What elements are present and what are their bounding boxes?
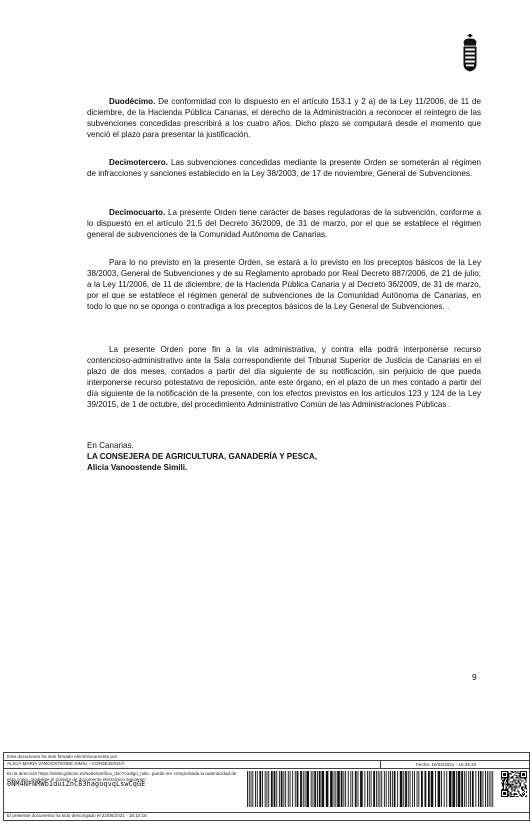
electronic-signature-footer: [3, 752, 530, 821]
qr-code-icon: [501, 771, 527, 797]
signature-office: LA CONSEJERA DE AGRICULTURA, GANADERÍA Y PESCA,: [87, 451, 317, 461]
coat-of-arms-icon: [461, 34, 479, 72]
verification-block: [7, 771, 239, 788]
signer-name: ALICIA MARIA VANOOSTENDE SIMILI - CONSEJERO/A: [7, 761, 125, 766]
paragraph-lead: Decimocuarto.: [109, 208, 166, 217]
signature-block: [87, 441, 317, 474]
paragraph-supletorio: [87, 258, 481, 313]
download-note: El presente documento ha sido descargado el 22/06/2021 - 18:10:18: [7, 813, 147, 818]
paragraph-text: De conformidad con lo dispuesto en el artículo 153.1 y 2 a) de la Ley 11/2006, de 11 de diciembre, de la Hacienda Pública Canarias, el derecho de la Administración a reconocer el reintegro de las subvenciones concedidas prescribirá a los cuatro años. Dicho plazo se computará desde el momento que venció el plazo para presentar la justificación.: [87, 97, 481, 139]
paragraph-text: Para lo no previsto en la presente Orden, se estará a lo previsto en los preceptos básicos de la Ley 38/2003, General de Subvenciones y de su Reglamento aprobado por Real Decreto 887/2006, de 21 de julio; a la Ley 11/2006, de 11 de diciembre, de la Hacienda Pública Canaria y al Decreto 36/2009, de 31 de marzo, por el que se establece el régimen general de subvenciones de la Comunidad Autónoma de Canarias, en todo lo que no se oponga o contradiga a los preceptos básicos de la Ley General de Subvenciones. .: [87, 258, 481, 311]
paragraph-duodecimo: [87, 97, 481, 141]
paragraph-lead: Decimotercero.: [109, 158, 168, 167]
paragraph-decimotercero: [87, 158, 481, 180]
footer-verification-row: [4, 768, 529, 813]
signature-name: Alicia Vanoostende Simili.: [87, 462, 188, 472]
footer-download-row: [4, 812, 529, 820]
signature-date: Fecha: 10/03/2021 - 16:45:40: [416, 761, 477, 767]
csv-code: 0NM4NFNMWb1duiZnC83hagoqvqLswCqGE: [7, 780, 146, 789]
barcode-icon: [247, 771, 495, 807]
paragraph-lead: Duodécimo.: [109, 97, 156, 106]
signature-place: En Canarias.: [87, 441, 134, 450]
signature-date-box: [380, 760, 530, 768]
paragraph-text: La presente Orden tiene carácter de bases reguladoras de la subvención, conforme a lo dispuesto en el artículo 21.5 del Decreto 36/2009, de 31 de marzo, por el que se establece el régimen general de subvenciones de la Comunidad Autónoma de Canarias.: [87, 208, 481, 239]
verification-text: En la dirección https://sede.gobcan.es/sede/verifica_doc?codigo_nde= puede ser comprobada la autenticidad de esta copia, mediante el número de documento electrónico siguiente:: [7, 771, 237, 782]
page-number: 9: [472, 672, 477, 682]
paragraph-text: Las subvenciones concedidas mediante la presente Orden se someterán al régimen de infracciones y sanciones establecido en la Ley 38/2003, de 17 de noviembre, General de Subvenciones.: [87, 158, 481, 178]
paragraph-recursos: [87, 345, 481, 410]
paragraph-text: La presente Orden pone fin a la vía administrativa, y contra ella podrá interponerse recurso contencioso-administrativo ante la Sala correspondiente del Tribunal Superior de Justicia de Canarias en el plazo de dos meses, contados a partir del día siguiente de su notificación, sin perjuicio de que pueda interponerse recurso potestativo de reposición, ante este órgano, en el plazo de un mes contado a partir del día siguiente de la notificación de la presente, con los efectos previstos en los artículos 123 y 124 de la Ley 39/2015, de 1 de octubre, del procedimiento Administrativo Común de las Administraciones Públicas .: [87, 345, 481, 409]
signed-note: Este documento ha sido firmado electrónicamente por:: [7, 754, 119, 759]
paragraph-decimocuarto: [87, 208, 481, 241]
